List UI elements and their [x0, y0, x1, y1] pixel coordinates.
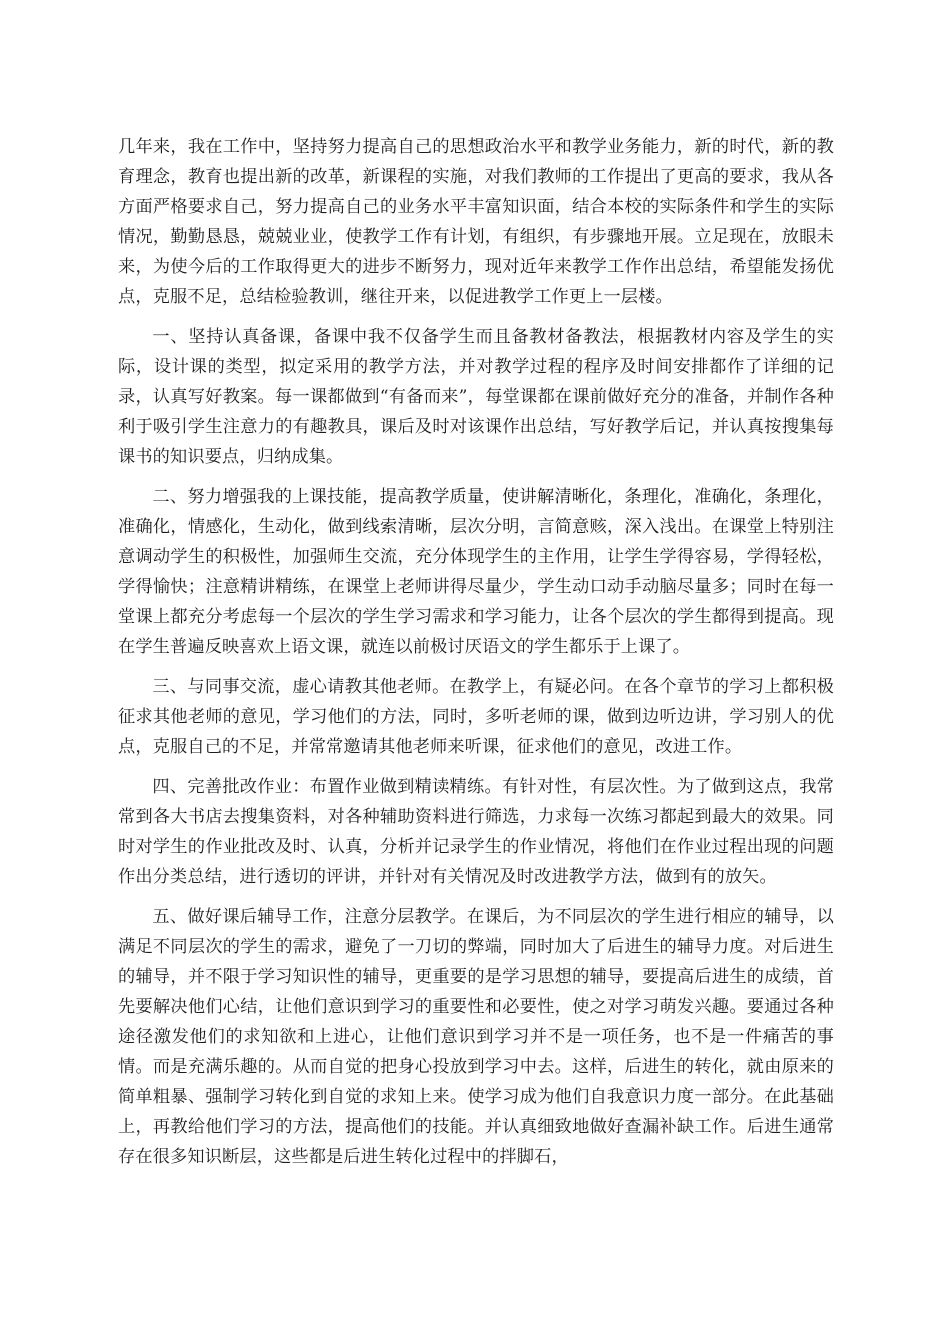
document-text-body	[118, 132, 834, 1172]
paragraph-section-two: 二、努力增强我的上课技能，提高教学质量，使讲解清晰化，条理化，准确化，条理化，准确化，情感化，生动化，做到线索清晰，层次分明，言简意赅，深入浅出。在课堂上特别注意调动学生的积极性，加强师生交流，充分体现学生的主作用，让学生学得容易，学得轻松，学得愉快；注意精讲精练，在课堂上老师讲得尽量少，学生动口动手动脑尽量多；同时在每一堂课上都充分考虑每一个层次的学生学习需求和学习能力，让各个层次的学生都得到提高。现在学生普遍反映喜欢上语文课，就连以前极讨厌语文的学生都乐于上课了。	[118, 487, 834, 657]
paragraph-section-three: 三、与同事交流，虚心请教其他老师。在教学上，有疑必问。在各个章节的学习上都积极征求其他老师的意见，学习他们的方法，同时，多听老师的课，做到边听边讲，学习别人的优点，克服自己的不足，并常常邀请其他老师来听课，征求他们的意见，改进工作。	[118, 677, 834, 757]
paragraph-section-four: 四、完善批改作业：布置作业做到精读精练。有针对性，有层次性。为了做到这点，我常常到各大书店去搜集资料，对各种辅助资料进行筛选，力求每一次练习都起到最大的效果。同时对学生的作业批改及时、认真，分析并记录学生的作业情况，将他们在作业过程出现的问题作出分类总结，进行透切的评讲，并针对有关情况及时改进教学方法，做到有的放矢。	[118, 777, 834, 887]
page-header-margin	[0, 0, 950, 132]
paragraph-section-one: 一、坚持认真备课，备课中我不仅备学生而且备教材备教法，根据教材内容及学生的实际，设计课的类型，拟定采用的教学方法，并对教学过程的程序及时间安排都作了详细的记录，认真写好教案。每一课都做到“有备而来”，每堂课都在课前做好充分的准备，并制作各种利于吸引学生注意力的有趣教具，课后及时对该课作出总结，写好教学后记，并认真按搜集每课书的知识要点，归纳成集。	[118, 327, 834, 467]
paragraph-intro: 几年来，我在工作中，坚持努力提高自己的思想政治水平和教学业务能力，新的时代，新的教育理念，教育也提出新的改革，新课程的实施，对我们教师的工作提出了更高的要求，我从各方面严格要求自己，努力提高自己的业务水平丰富知识面，结合本校的实际条件和学生的实际情况，勤勤恳恳，兢兢业业，使教学工作有计划，有组织，有步骤地开展。立足现在，放眼未来，为使今后的工作取得更大的进步不断努力，现对近年来教学工作作出总结，希望能发扬优点，克服不足，总结检验教训，继往开来，以促进教学工作更上一层楼。	[118, 137, 834, 307]
paragraph-section-five: 五、做好课后辅导工作，注意分层教学。在课后，为不同层次的学生进行相应的辅导，以满足不同层次的学生的需求，避免了一刀切的弊端，同时加大了后进生的辅导力度。对后进生的辅导，并不限于学习知识性的辅导，更重要的是学习思想的辅导，要提高后进生的成绩，首先要解决他们心结，让他们意识到学习的重要性和必要性，使之对学习萌发兴趣。要通过各种途径激发他们的求知欲和上进心，让他们意识到学习并不是一项任务，也不是一件痛苦的事情。而是充满乐趣的。从而自觉的把身心投放到学习中去。这样，后进生的转化，就由原来的简单粗暴、强制学习转化到自觉的求知上来。使学习成为他们自我意识力度一部分。在此基础上，再教给他们学习的方法，提高他们的技能。并认真细致地做好查漏补缺工作。后进生通常存在很多知识断层，这些都是后进生转化过程中的拌脚石，	[118, 907, 834, 1167]
page-footer-margin	[0, 1264, 950, 1344]
